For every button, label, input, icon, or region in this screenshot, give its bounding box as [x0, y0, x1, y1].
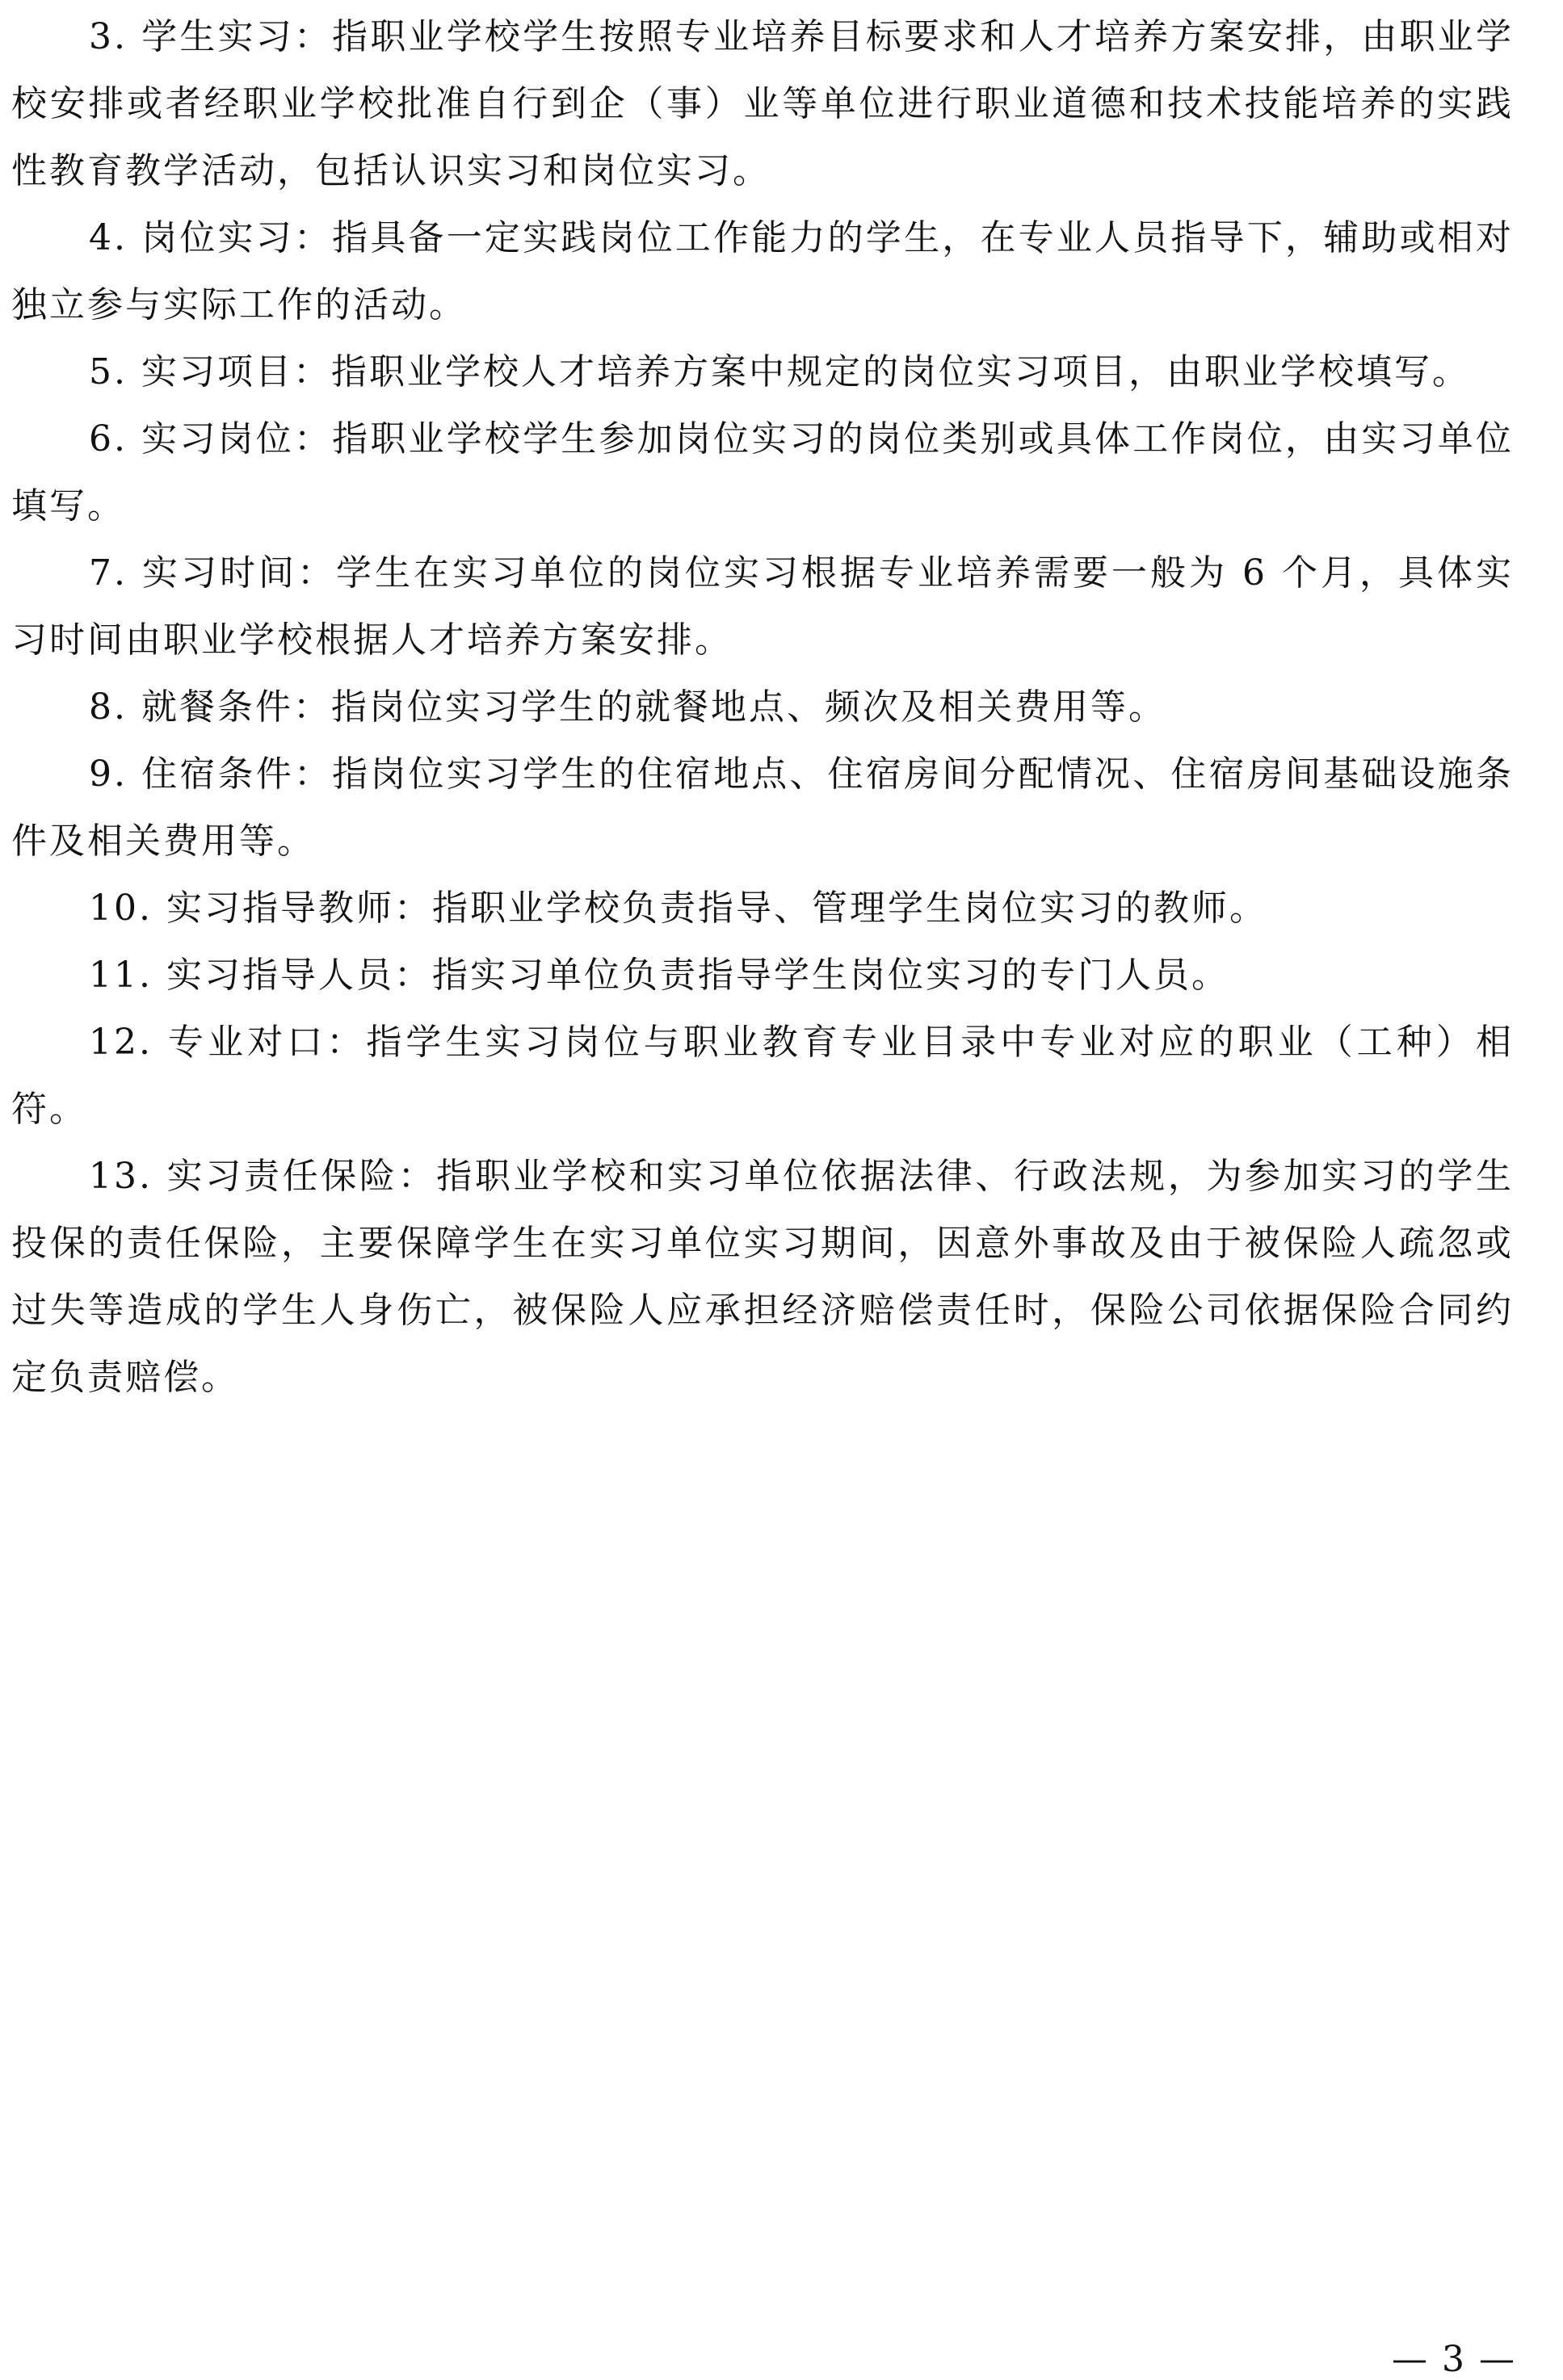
definition-paragraph-9: 9. 住宿条件：指岗位实习学生的住宿地点、住宿房间分配情况、住宿房间基础设施条件及相关费用等。	[11, 753, 1514, 862]
definition-paragraph-4: 4. 岗位实习：指具备一定实践岗位工作能力的学生，在专业人员指导下，辅助或相对独立参与实际工作的活动。	[11, 217, 1514, 325]
definition-paragraph-7: 7. 实习时间：学生在实习单位的岗位实习根据专业培养需要一般为 6 个月，具体实习时间由职业学校根据人才培养方案安排。	[11, 552, 1514, 661]
definition-paragraph-13: 13. 实习责任保险：指职业学校和实习单位依据法律、行政法规，为参加实习的学生投保的责任保险，主要保障学生在实习单位实习期间，因意外事故及由于被保险人疏忽或过失等造成的学生人身伤亡，被保险人应承担经济赔偿责任时，保险公司依据保险合同约定负责赔偿。	[11, 1156, 1514, 1398]
definition-paragraph-12: 12. 专业对口：指学生实习岗位与职业教育专业目录中专业对应的职业（工种）相符。	[11, 1022, 1514, 1130]
definition-paragraph-3: 3. 学生实习：指职业学校学生按照专业培养目标要求和人才培养方案安排，由职业学校安排或者经职业学校批准自行到企（事）业等单位进行职业道德和技术技能培养的实践性教育教学活动，包括认识实习和岗位实习。	[11, 16, 1514, 191]
definition-paragraph-6: 6. 实习岗位：指职业学校学生参加岗位实习的岗位类别或具体工作岗位，由实习单位填写。	[11, 418, 1514, 527]
definition-paragraph-10: 10. 实习指导教师：指职业学校负责指导、管理学生岗位实习的教师。	[89, 888, 1267, 929]
page-number: — 3 —	[1392, 2339, 1516, 2380]
definition-paragraph-5: 5. 实习项目：指职业学校人才培养方案中规定的岗位实习项目，由职业学校填写。	[89, 351, 1470, 392]
definition-paragraph-8: 8. 就餐条件：指岗位实习学生的就餐地点、频次及相关费用等。	[89, 686, 1166, 728]
document-body	[11, 3, 1514, 1411]
definition-paragraph-11: 11. 实习指导人员：指实习单位负责指导学生岗位实习的专门人员。	[89, 955, 1229, 996]
